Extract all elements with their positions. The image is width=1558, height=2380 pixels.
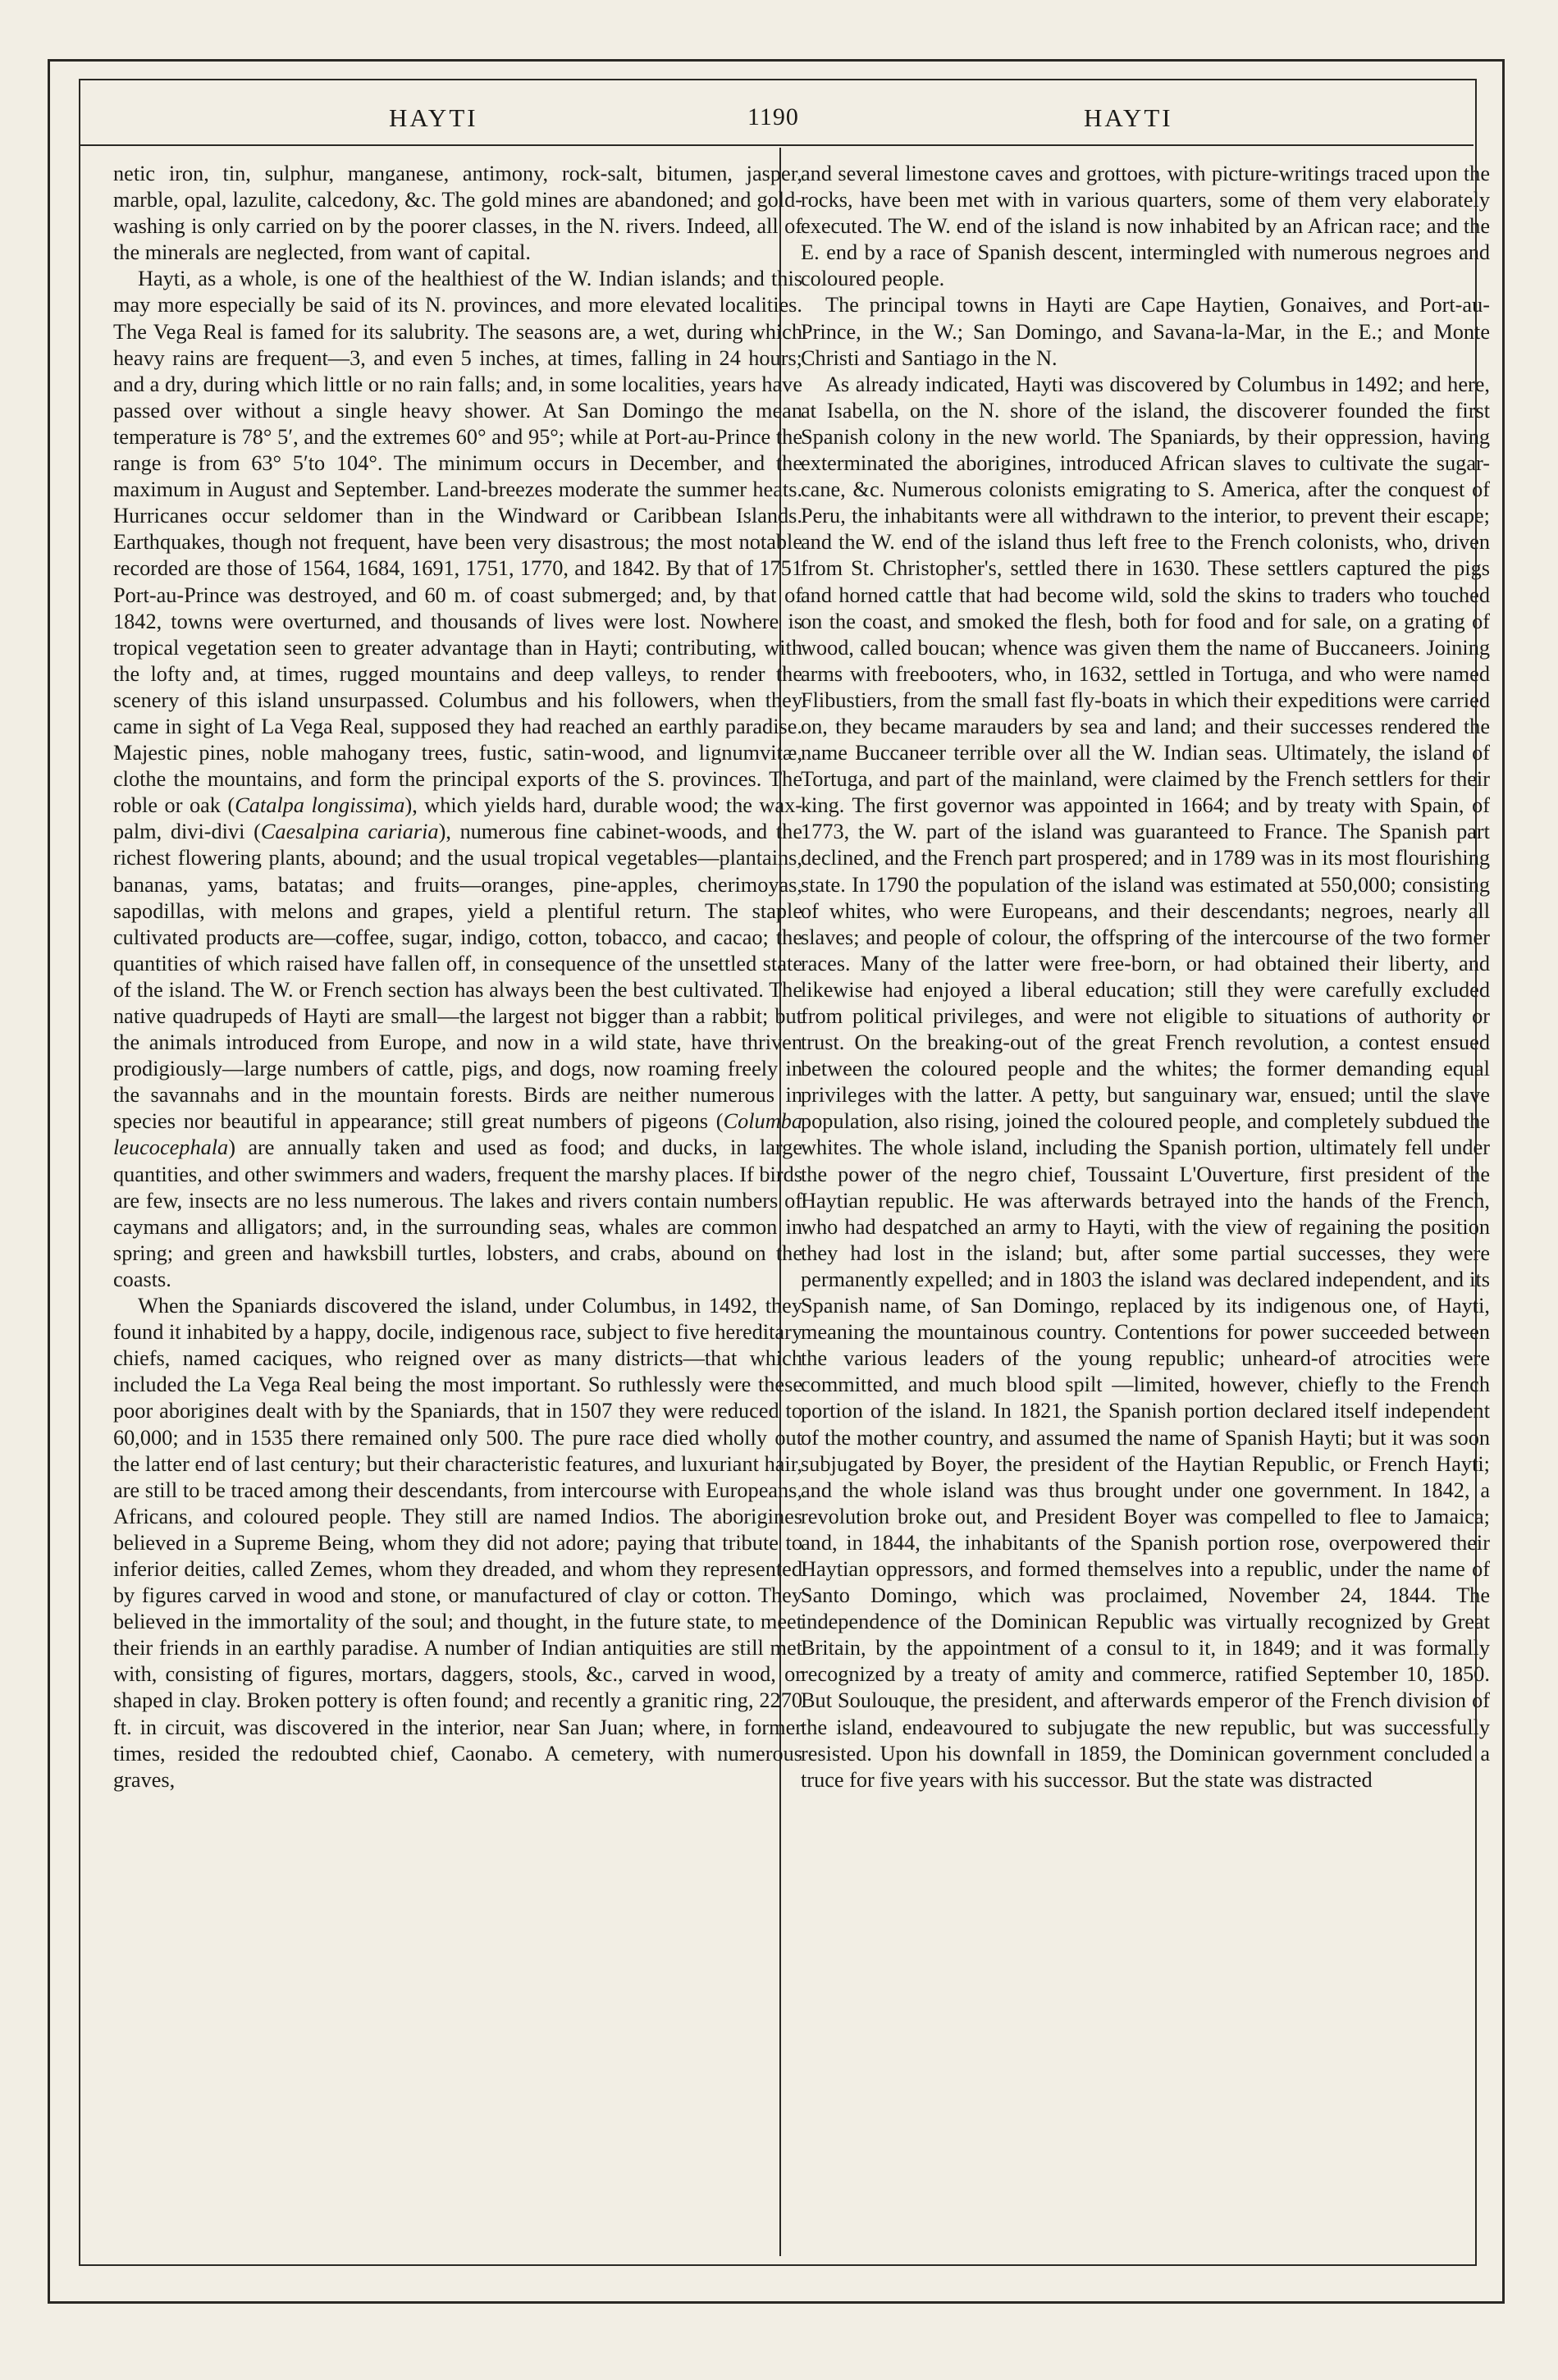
paragraph-text: ), which yields hard, durable wood; the wax-palm, divi-divi ( bbox=[113, 793, 802, 844]
species-name: Caesalpina cariaria bbox=[260, 820, 439, 844]
paragraph-text: ) are annually taken and used as food; and ducks, in large quantities, and other swimmers and waders, frequent the marshy places. If birds are few, insects are no less numerous. The lakes and rivers contain numbers of caymans and alligators; and, in the surrounding seas, whales are common in spring; and green and hawksbill turtles, lobsters, and crabs, abound on the coasts. bbox=[113, 1135, 802, 1291]
right-column bbox=[801, 161, 1490, 1793]
header-rule bbox=[79, 144, 1473, 146]
header-left-title: HAYTI bbox=[389, 103, 478, 132]
page-number: 1190 bbox=[747, 103, 799, 130]
paragraph-history: As already indicated, Hayti was discovered by Columbus in 1492; and here, at Isabella, on the N. shore of the island, the discoverer founded the first Spanish colony in the new world. The Spaniards, by their oppression, having exterminated the aborigines, introduced African slaves to cultivate the sugar-cane, &c. Numerous colonists emigrating to S. America, after the conquest of Peru, the inhabitants were all withdrawn to the interior, to prevent their escape; and the W. end of the island thus left free to the French colonists, who, driven from St. Christopher's, settled there in 1630. These settlers captured the pigs and horned cattle that had become wild, sold the skins to traders who touched on the coast, and smoked the flesh, both for food and for sale, on a grating of wood, called boucan; whence was given them the name of Buccaneers. Joining arms with freebooters, who, in 1632, settled in Tortuga, and who were named Flibustiers, from the small fast fly-boats in which their expeditions were carried on, they became marauders by sea and land; and their successes rendered the name Buccaneer terrible over all the W. Indian seas. Ultimately, the island of Tortuga, and part of the mainland, were claimed by the French settlers for their king. The first governor was appointed in 1664; and by treaty with Spain, of 1773, the W. part of the island was guaranteed to France. The Spanish part declined, and the French part prospered; and in 1789 was in its most flourishing state. In 1790 the population of the island was estimated at 550,000; consisting of whites, who were Europeans, and their descendants; negroes, nearly all slaves; and people of colour, the offspring of the intercourse of the two former races. Many of the latter were free-born, or had obtained their liberty, and likewise had enjoyed a liberal education; still they were carefully excluded from political privileges, and were not eligible to situations of authority or trust. On the breaking-out of the great French revolution, a contest ensued between the coloured people and the whites; the former demanding equal privileges with the latter. A petty, but sanguinary war, ensued; until the slave population, also rising, joined the coloured people, and completely subdued the whites. The whole island, including the Spanish portion, ultimately fell under the power of the negro chief, Toussaint L'Ouverture, first president of the Haytian republic. He was afterwards betrayed into the hands of the French, who had despatched an army to Hayti, with the view of regaining the position they had lost in the island; but, after some partial successes, they were permanently expelled; and in 1803 the island was declared independent, and its Spanish name, of San Domingo, replaced by its indigenous one, of Hayti, meaning the mountainous country. Contentions for power succeeded between the various leaders of the young republic; unheard-of atrocities were committed, and much blood spilt —limited, however, chiefly to the French portion of the island. In 1821, the Spanish portion declared itself independent of the mother country, and assumed the name of Spanish Hayti; but it was soon subjugated by Boyer, the president of the Haytian Republic, or French Hayti; and the whole island was thus brought under one government. In 1842, a revolution broke out, and President Boyer was compelled to flee to Jamaica; and, in 1844, the inhabitants of the Spanish portion rose, overpowered their Haytian oppressors, and formed themselves into a republic, under the name of Santo Domingo, which was proclaimed, November 24, 1844. The independence of the Dominican Republic was virtually recognized by Great Britain, by the appointment of a consul to it, in 1849; and it was formally recognized by a treaty of amity and commerce, ratified September 10, 1850. But Soulouque, the president, and afterwards emperor of the French division of the island, endeavoured to subjugate the new republic, but was successfully resisted. Upon his downfall in 1859, the Dominican government concluded a truce for five years with his successor. But the state was distracted bbox=[801, 372, 1490, 1792]
paragraph-antiquities: and several limestone caves and grottoes, with picture-writings traced upon the rocks, have been met with in various quarters, some of them very elaborately executed. The W. end of the island is now inhabited by an African race; and the E. end by a race of Spanish descent, intermingled with numerous negroes and coloured people. bbox=[801, 162, 1490, 291]
paragraph-minerals: netic iron, tin, sulphur, manganese, antimony, rock-salt, bitumen, jasper, marble, opal, lazulite, calcedony, &c. The gold mines are abandoned; and gold-washing is only carried on by the poorer classes, in the N. rivers. Indeed, all of the minerals are neglected, from want of capital. bbox=[113, 162, 802, 265]
species-name: Columba leucocephala bbox=[113, 1109, 802, 1160]
paragraph-towns: The principal towns in Hayti are Cape Haytien, Gonaives, and Port-au-Prince, in the W.; San Domingo, and Savana-la-Mar, in the E.; and Monte Christi and Santiago in the N. bbox=[801, 293, 1490, 370]
paragraph-aborigines: When the Spaniards discovered the island, under Columbus, in 1492, they found it inhabited by a happy, docile, indigenous race, subject to five hereditary chiefs, named caciques, who reigned over as many districts—that which included the La Vega Real being the most important. So ruthlessly were these poor aborigines dealt with by the Spaniards, that in 1507 they were reduced to 60,000; and in 1535 there remained only 500. The pure race died wholly out the latter end of last century; but their characteristic features, and luxuriant hair, are still to be traced among their descendants, from intercourse with Europeans, Africans, and coloured people. They still are named Indios. The aborigines believed in a Supreme Being, whom they did not adore; paying that tribute to inferior deities, called Zemes, whom they dreaded, and whom they represented by figures carved in wood and stone, or manufactured of clay or cotton. They believed in the immortality of the soul; and thought, in the future state, to meet their friends in an earthly paradise. A number of Indian antiquities are still met with, consisting of figures, mortars, daggers, stools, &c., carved in wood, or shaped in clay. Broken pottery is often found; and recently a granitic ring, 2270 ft. in circuit, was discovered in the interior, near San Juan; where, in former times, resided the redoubted chief, Caonabo. A cemetery, with numerous graves, bbox=[113, 1294, 802, 1792]
paragraph-climate-and-nature bbox=[113, 266, 802, 1293]
running-header bbox=[79, 97, 1473, 143]
paragraph-text: Hayti, as a whole, is one of the healthiest of the W. Indian islands; and this may more especially be said of its N. provinces, and more elevated localities. The Vega Real is famed for its salubrity. The seasons are, a wet, during which heavy rains are frequent—3, and even 5 inches, at times, falling in 24 hours; and a dry, during which little or no rain falls; and, in some localities, years have passed over without a single heavy shower. At San Domingo the mean temperature is 78° 5′, and the extremes 60° and 95°; while at Port-au-Prince the range is from 63° 5′to 104°. The minimum occurs in December, and the maximum in August and September. Land-breezes moderate the summer heats. Hurricanes occur seldomer than in the Windward or Caribbean Islands. Earthquakes, though not frequent, have been very disastrous; the most notable recorded are those of 1564, 1684, 1691, 1751, 1770, and 1842. By that of 1751 Port-au-Prince was destroyed, and 60 m. of coast submerged; and, by that of 1842, towns were overturned, and thousands of lives were lost. Nowhere is tropical vegetation seen to greater advantage than in Hayti; contributing, with the lofty and, at times, rugged mountains and deep valleys, to render the scenery of this island unsurpassed. Columbus and his followers, when they came in sight of La Vega Real, supposed they had reached an earthly paradise. Majestic pines, noble mahogany trees, fustic, satin-wood, and lignumvitæ, clothe the mountains, and form the principal exports of the S. provinces. The roble or oak ( bbox=[113, 267, 802, 818]
left-column bbox=[113, 161, 802, 1793]
header-right-title: HAYTI bbox=[1084, 103, 1173, 132]
species-name: Catalpa longissima bbox=[235, 793, 405, 818]
paragraph-text: ), numerous fine cabinet-woods, and the richest flowering plants, abound; and the usual tropical vegetables—plantains, bananas, yams, batatas; and fruits—oranges, pine-apples, cherimoyas, sapodillas, with melons and grapes, yield a plentiful return. The staple cultivated products are—coffee, sugar, indigo, cotton, tobacco, and cacao; the quantities of which raised have fallen off, in consequence of the unsettled state of the island. The W. or French section has always been the best cultivated. The native quadrupeds of Hayti are small—the largest not bigger than a rabbit; but the animals introduced from Europe, and now in a wild state, have thriven prodigiously—large numbers of cattle, pigs, and dogs, now roaming freely in the savannahs and in the mountain forests. Birds are neither numerous in species nor beautiful in appearance; still great numbers of pigeons ( bbox=[113, 820, 802, 1134]
